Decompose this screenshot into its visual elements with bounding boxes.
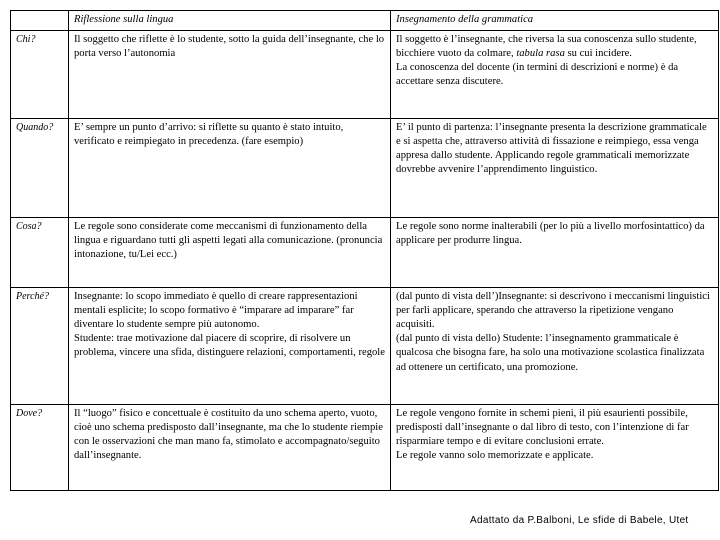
paragraph: La conoscenza del docente (in termini di descrizioni e norme) è da accettare senza discutere. xyxy=(396,62,679,88)
paragraph: Le regole sono norme inalterabili (per lo più a livello morfosintattico) da applicare per produrre lingua. xyxy=(396,221,705,247)
cell-riflessione-perche xyxy=(69,288,391,405)
paragraph: Il soggetto che riflette è lo studente, sotto la guida dell’insegnante, che lo porta verso l’autonomia xyxy=(74,34,385,60)
table-row-perche xyxy=(11,288,719,405)
paragraph: Le regole sono considerate come meccanismi di funzionamento della lingua e riguardano tutti gli aspetti legati alla comunicazione. (pronuncia intonazione, tu/Lei ecc.) xyxy=(74,221,383,261)
cell-riflessione-chi xyxy=(69,31,391,119)
cell-insegnamento-quando xyxy=(391,119,719,218)
paragraph: (dal punto di vista dello) Studente: l’insegnamento grammaticale è qualcosa che bisogna fare, ha solo una motivazione scolastica finalizzata ad ottenere un certificato, una promozione. xyxy=(396,333,705,373)
column-header-riflessione: Riflessione sulla lingua xyxy=(69,11,391,31)
paragraph: Insegnante: lo scopo immediato è quello di creare rappresentazioni mentali esplicite; lo scopo formativo è “imparare ad imparare” far diventare lo studente sempre più autonomo. xyxy=(74,291,358,331)
row-label-cosa: Cosa? xyxy=(11,218,69,288)
column-header-insegnamento: Insegnamento della grammatica xyxy=(391,11,719,31)
table-row-quando xyxy=(11,119,719,218)
header-row xyxy=(11,11,719,31)
paragraph: Il “luogo” fisico e concettuale è costituito da uno schema aperto, vuoto, cioè uno schema predisposto dall’insegnante, ma che lo studente riempie con le osservazioni che man mano fa, stimolato e accompagnato/seguito dall’insegnante. xyxy=(74,408,383,462)
cell-insegnamento-cosa xyxy=(391,218,719,288)
cell-insegnamento-perche xyxy=(391,288,719,405)
cell-riflessione-quando xyxy=(69,119,391,218)
row-label-dove: Dove? xyxy=(11,405,69,491)
comparison-table xyxy=(10,10,719,491)
paragraph: Le regole vanno solo memorizzate e applicate. xyxy=(396,450,594,462)
corner-cell xyxy=(11,11,69,31)
paragraph: E’ sempre un punto d’arrivo: si riflette su quanto è stato intuito, verificato e reimpiegato in precedenza. (fare esempio) xyxy=(74,122,344,148)
table-row-cosa xyxy=(11,218,719,288)
cell-riflessione-cosa xyxy=(69,218,391,288)
cell-insegnamento-dove xyxy=(391,405,719,491)
row-label-quando: Quando? xyxy=(11,119,69,218)
paragraph xyxy=(396,33,713,61)
emphasis-tabula-rasa: tabula rasa xyxy=(516,48,565,60)
paragraph: E’ il punto di partenza: l’insegnante presenta la descrizione grammaticale e si aspetta che, attraverso attività di fissazione e reimpiego, essa venga appresa dallo studente. Applicando regole grammaticali memorizzate dovrebbe avvenire l’apprendimento linguistico. xyxy=(396,122,707,176)
paragraph: Studente: trae motivazione dal piacere di scoprire, di risolvere un problema, vincere una sfida, distinguere relazioni, comportamenti, regole xyxy=(74,333,385,359)
row-label-perche: Perché? xyxy=(11,288,69,405)
source-credit: Adattato da P.Balboni, Le sfide di Babele, Utet xyxy=(470,515,689,526)
paragraph: (dal punto di vista dell’)Insegnante: si descrivono i meccanismi linguistici per farli applicare, sperando che attraverso la ripetizione vengano acquisiti. xyxy=(396,291,710,331)
cell-insegnamento-chi xyxy=(391,31,719,119)
table-row-dove xyxy=(11,405,719,491)
paragraph: Le regole vengono fornite in schemi pieni, il più esaurienti possibile, predisposti dall’insegnante o dal libro di testo, con l’intenzione di far risparmiare tempo e di evitare conclusioni errate. xyxy=(396,408,689,448)
text-run: su cui incidere. xyxy=(564,48,632,60)
cell-riflessione-dove xyxy=(69,405,391,491)
row-label-chi: Chi? xyxy=(11,31,69,119)
text-run: Il soggetto è l’insegnante, che riversa la sua conoscenza sullo studente, bicchiere vuoto da colmare, xyxy=(396,34,697,60)
table-row-chi xyxy=(11,31,719,119)
